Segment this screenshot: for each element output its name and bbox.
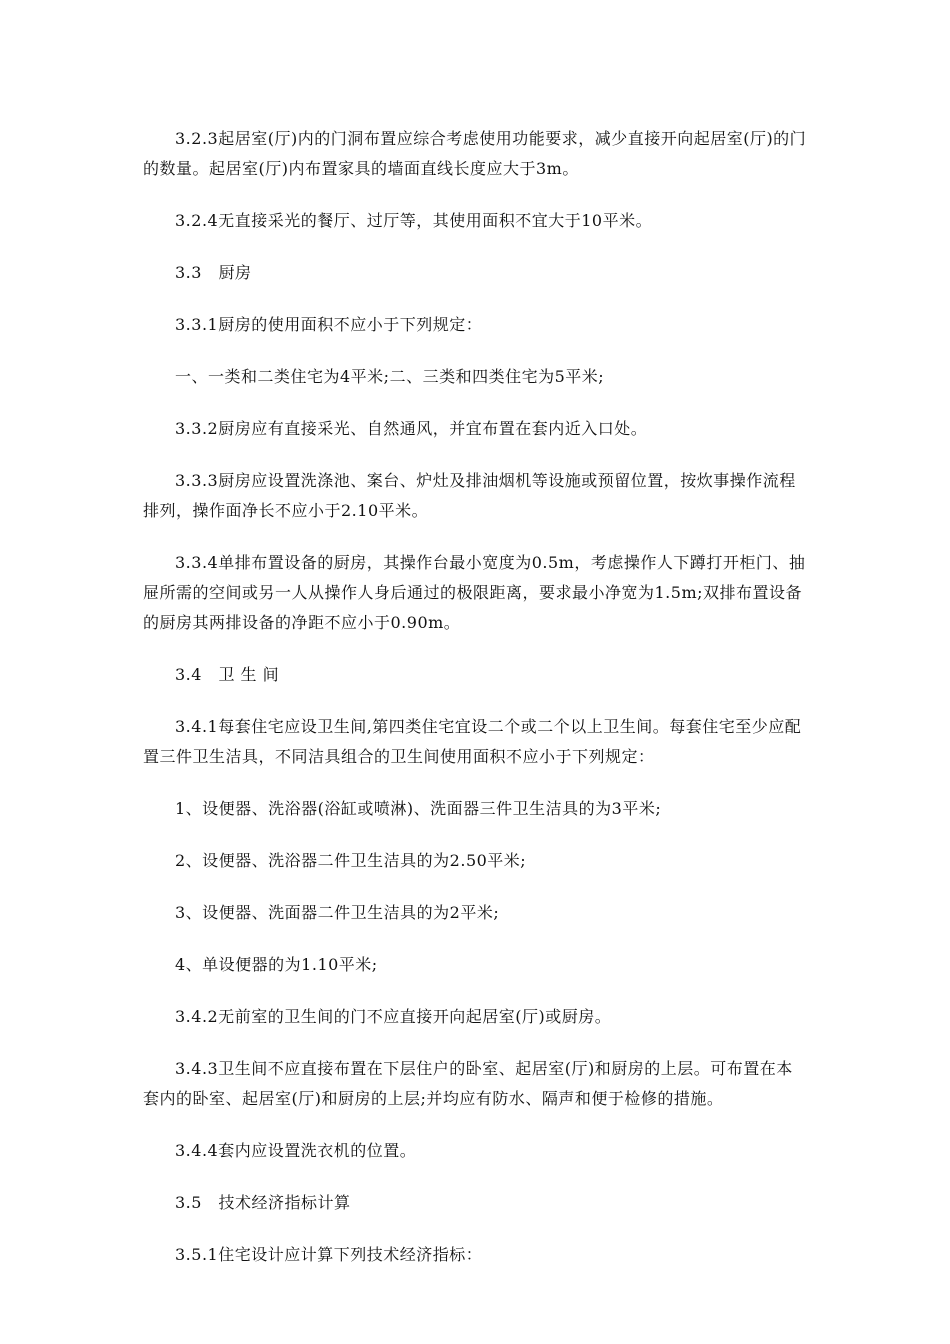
paragraph-3-4-1: 3.4.1每套住宅应设卫生间,第四类住宅宜设二个或二个以上卫生间。每套住宅至少应配置三件卫生洁具，不同洁具组合的卫生间使用面积不应小于下列规定： [143, 717, 802, 766]
section-heading-3-3: 3.3 厨房 [175, 263, 252, 282]
paragraph-3-2-4: 3.2.4无直接采光的餐厅、过厅等，其使用面积不宜大于10平米。 [175, 211, 653, 230]
section-heading-3-5: 3.5 技术经济指标计算 [175, 1193, 351, 1212]
paragraph-3-3-2: 3.3.2厨房应有直接采光、自然通风，并宜布置在套内近入口处。 [175, 419, 648, 438]
paragraph-3-3-4: 3.3.4单排布置设备的厨房，其操作台最小宽度为0.5m，考虑操作人下蹲打开柜门、抽屉所需的空间或另一人从操作人身后通过的极限距离，要求最小净宽为1.5m;双排布置设备的厨房其两排设备的净距不应小于0.90m。 [143, 553, 806, 632]
list-item-3: 3、设便器、洗面器二件卫生洁具的为2平米; [175, 903, 500, 922]
paragraph-3-4-2: 3.4.2无前室的卫生间的门不应直接开向起居室(厅)或厨房。 [175, 1007, 612, 1026]
paragraph-3-4-4: 3.4.4套内应设置洗衣机的位置。 [175, 1141, 417, 1160]
paragraph-3-2-3: 3.2.3起居室(厅)内的门洞布置应综合考虑使用功能要求，减少直接开向起居室(厅)的门的数量。起居室(厅)内布置家具的墙面直线长度应大于3m。 [143, 129, 807, 178]
paragraph-kitchen-area-rules: 一、一类和二类住宅为4平米;二、三类和四类住宅为5平米; [175, 367, 605, 386]
section-heading-3-4: 3.4 卫 生 间 [175, 665, 280, 684]
paragraph-3-4-3: 3.4.3卫生间不应直接布置在下层住户的卧室、起居室(厅)和厨房的上层。可布置在本套内的卧室、起居室(厅)和厨房的上层;并均应有防水、隔声和便于检修的措施。 [143, 1059, 793, 1108]
paragraph-3-5-1: 3.5.1住宅设计应计算下列技术经济指标： [175, 1245, 483, 1264]
paragraph-3-3-3: 3.3.3厨房应设置洗涤池、案台、炉灶及排油烟机等设施或预留位置，按炊事操作流程排列，操作面净长不应小于2.10平米。 [143, 471, 796, 520]
document-body [143, 124, 808, 1292]
list-item-4: 4、单设便器的为1.10平米; [175, 955, 378, 974]
paragraph-3-3-1: 3.3.1厨房的使用面积不应小于下列规定： [175, 315, 483, 334]
list-item-1: 1、设便器、洗浴器(浴缸或喷淋)、洗面器三件卫生洁具的为3平米; [175, 799, 662, 818]
list-item-2: 2、设便器、洗浴器二件卫生洁具的为2.50平米; [175, 851, 527, 870]
